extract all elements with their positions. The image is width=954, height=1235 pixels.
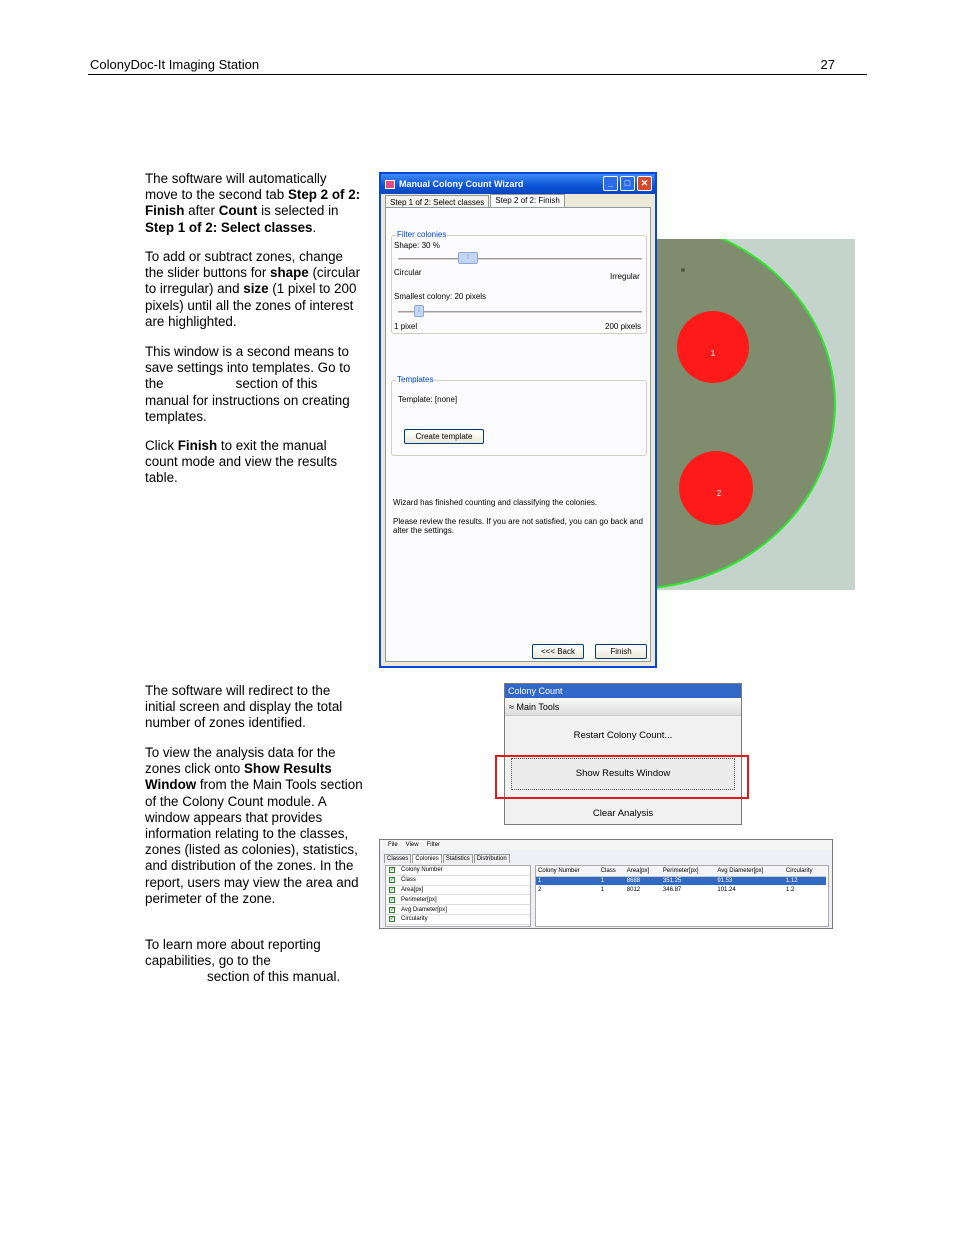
table-header-row: [536, 866, 826, 876]
wizard-review-message-1: Please review the results. If you are not satisfied, you can go back and: [393, 517, 643, 526]
maximize-button[interactable]: □: [620, 176, 635, 191]
main-tools-header[interactable]: [505, 698, 741, 716]
paragraph-results: To view the analysis data for the zones click onto Show Results Window from the Main Tools section of the Colony Count module. A window appears that provides information relating to the classes, zones (listed as colonies), statistics, and distribution of the zones. In the report, users may view the area and perimeter of the zone.: [145, 745, 363, 906]
minimize-button[interactable]: _: [603, 176, 618, 191]
column-header[interactable]: Class: [599, 866, 625, 876]
results-window: [379, 839, 833, 929]
size-slider-thumb[interactable]: ⁞: [414, 305, 424, 317]
table-row[interactable]: 1 1 8688 351.25 91.53 1.12: [536, 876, 826, 885]
restart-colony-count-button[interactable]: Restart Colony Count...: [573, 730, 673, 741]
menu-view[interactable]: View: [405, 842, 419, 848]
list-item[interactable]: ✓ Circularity: [386, 915, 530, 925]
list-item[interactable]: ✓ Colony Number: [386, 866, 530, 876]
template-label: Template: [none]: [398, 395, 458, 404]
collapse-chevrons-icon: ≈: [509, 702, 514, 712]
circular-label: Circular: [394, 268, 422, 277]
tab-select-classes[interactable]: Step 1 of 2: Select classes: [385, 195, 489, 209]
colony-count-panel: [504, 683, 742, 825]
checkbox-checked-icon[interactable]: ✓: [390, 886, 395, 893]
max-pixel-label: 200 pixels: [605, 322, 642, 331]
tab-finish[interactable]: Step 2 of 2: Finish: [490, 194, 564, 209]
column-header[interactable]: Circularity: [784, 866, 826, 876]
create-template-button[interactable]: Create template: [404, 429, 484, 444]
running-header-title: ColonyDoc-It Imaging Station: [90, 57, 260, 72]
highlight-callout: [495, 755, 749, 799]
min-pixel-label: 1 pixel: [394, 322, 418, 331]
list-item[interactable]: ✓ Class: [386, 876, 530, 886]
paragraph-step2-intro: The software will automatically move to the second tab Step 2 of 2: Finish after Count is selected in Step 1 of 2: Select classes.: [145, 171, 361, 235]
column-header[interactable]: Avg Diameter[px]: [715, 866, 784, 876]
colony-count-title: Colony Count: [505, 684, 741, 698]
colony-label-2: 2: [716, 489, 722, 498]
colony-marker-2: [679, 451, 753, 525]
shape-label: Shape: 30 %: [394, 241, 440, 250]
column-header[interactable]: Perimeter[px]: [661, 866, 715, 876]
wizard-review-message-2: alter the settings.: [393, 526, 454, 535]
filter-colonies-group: [391, 230, 647, 334]
tab-distribution[interactable]: Distribution: [474, 854, 510, 863]
wizard-title: Manual Colony Count Wizard: [399, 179, 524, 189]
checkbox-checked-icon[interactable]: ✓: [390, 867, 395, 874]
wizard-finished-message: Wizard has finished counting and classifying the colonies.: [393, 498, 598, 507]
clear-analysis-button[interactable]: Clear Analysis: [592, 808, 654, 819]
shape-slider-thumb[interactable]: ⁞: [458, 252, 478, 264]
close-button[interactable]: ✕: [637, 176, 652, 191]
column-header[interactable]: Area[px]: [625, 866, 661, 876]
smallest-colony-label: Smallest colony: 20 pixels: [394, 292, 487, 301]
table-row[interactable]: 2 1 8012 346.87 101.24 1.2: [538, 886, 795, 893]
manual-colony-count-wizard: [379, 172, 657, 668]
list-item[interactable]: ✓ Avg Diameter[px]: [386, 905, 530, 915]
templates-group: [391, 375, 647, 456]
colony-marker-1: [677, 311, 749, 383]
results-menubar: [380, 840, 832, 850]
menu-file[interactable]: File: [388, 842, 398, 848]
colony-label-1: 1: [710, 349, 716, 358]
tab-colonies[interactable]: Colonies: [412, 854, 441, 863]
colonies-table-container: [535, 865, 829, 927]
list-item[interactable]: ✓ Area[px]: [386, 886, 530, 896]
paragraph-redirect: The software will redirect to the initial screen and display the total number of zones identified.: [145, 683, 343, 731]
show-results-label: Show Results Window: [575, 768, 671, 779]
paragraph-sliders: To add or subtract zones, change the slider buttons for shape (circular to irregular) and size (1 pixel to 200 pixels) until all the zones of interest are highlighted.: [145, 249, 361, 329]
irregular-label: Irregular: [610, 272, 640, 281]
checkbox-checked-icon[interactable]: ✓: [390, 877, 395, 884]
header-rule: [88, 74, 867, 75]
field-checklist: [385, 865, 531, 927]
shape-slider-track[interactable]: [398, 258, 642, 260]
checkbox-checked-icon[interactable]: ✓: [390, 906, 395, 913]
list-item[interactable]: ✓ Perimeter[px]: [386, 895, 530, 905]
colonies-table: [536, 866, 826, 894]
page-number: 27: [820, 57, 835, 72]
size-slider-track[interactable]: [398, 311, 642, 313]
tab-statistics[interactable]: Statistics: [443, 854, 473, 863]
paragraph-templates: This window is a second means to save settings into templates. Go to the section of this manual for instructions on creating templates.: [145, 344, 351, 424]
templates-title: Templates: [397, 375, 434, 384]
column-header[interactable]: Colony Number: [536, 866, 599, 876]
filter-colonies-title: Filter colonies: [397, 230, 447, 239]
finish-button[interactable]: Finish: [595, 644, 647, 659]
wizard-panel: [385, 207, 651, 662]
paragraph-finish: Click Finish to exit the manual count mode and view the results table.: [145, 438, 338, 486]
menu-filter[interactable]: Filter: [426, 842, 440, 848]
app-icon: [385, 180, 395, 189]
tab-classes[interactable]: Classes: [384, 854, 411, 863]
main-tools-label: Main Tools: [516, 702, 560, 712]
back-button[interactable]: <<< Back: [532, 644, 584, 659]
paragraph-reporting: To learn more about reporting capabilities, go to the section of this manual.: [145, 937, 341, 985]
checkbox-checked-icon[interactable]: ✓: [390, 916, 395, 923]
petri-dish-image: [640, 239, 855, 590]
checkbox-checked-icon[interactable]: ✓: [390, 896, 395, 903]
